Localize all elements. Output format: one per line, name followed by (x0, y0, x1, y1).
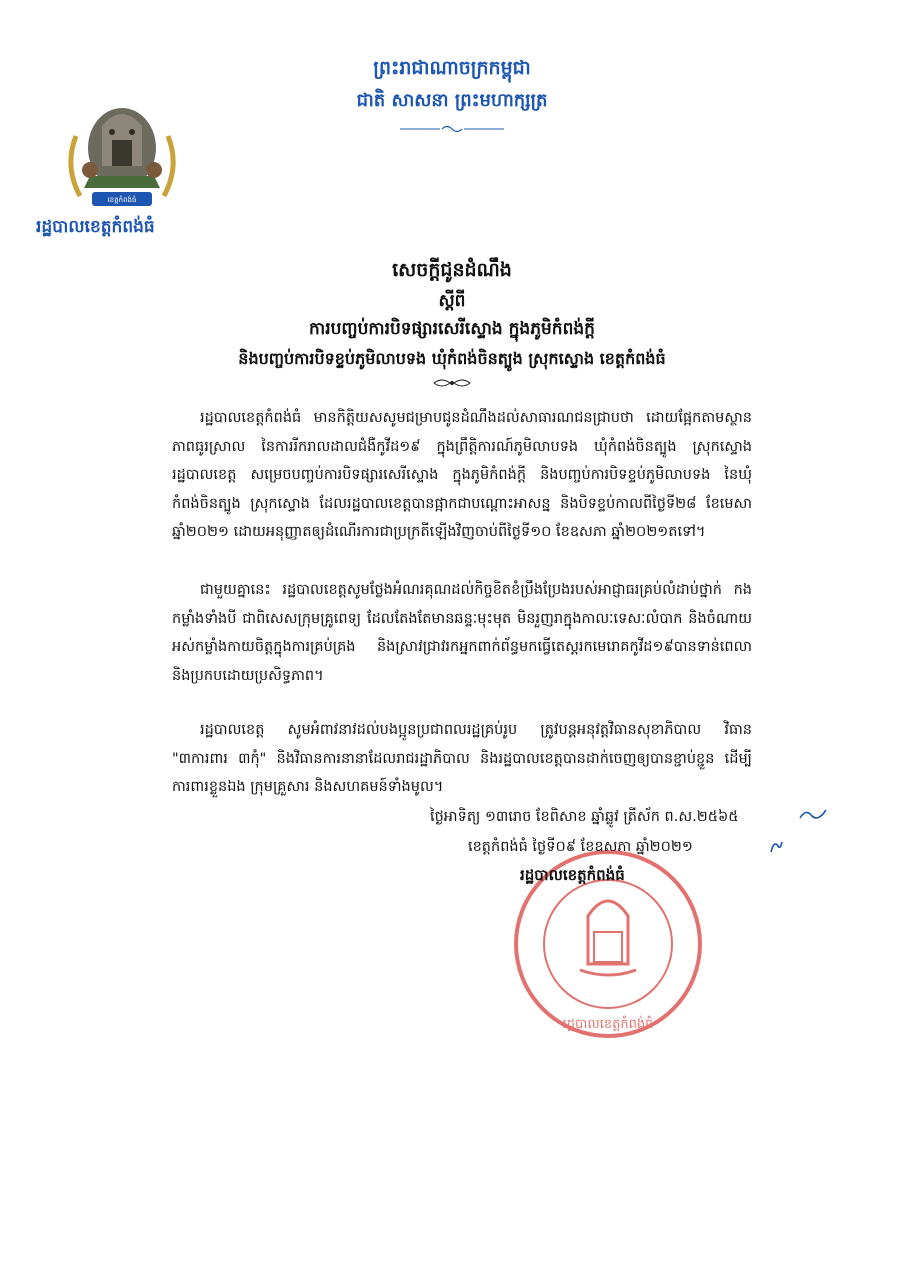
handwritten-mark (798, 806, 828, 824)
handwritten-mark-2 (768, 838, 784, 856)
document-title: សេចក្តីជូនដំណឹង (392, 259, 512, 281)
lunar-date: ថ្ងៃអាទិត្យ ១៣រោច ខែពិសាខ ឆ្នាំឆ្លូវ ត្រីស័ក ព.ស.២៥៦៥ (430, 809, 739, 825)
subject-line-1: ការបញ្ចប់ការបិទផ្សារសេរីស្ទោង ក្នុងភូមិកំពង់ក្តី (309, 319, 595, 339)
header-divider (400, 124, 504, 134)
title-ornament (430, 376, 474, 390)
paragraph-3-text: រដ្ឋបាលខេត្ត សូមអំពាវនាវដល់បងប្អូនប្រជាពលរដ្ឋគ្រប់រូប ត្រូវបន្តអនុវត្តវិធានសុខាភិបាល វិធាន "៣ការពារ ៣កុំ" និងវិធានការនានាដែលរាជរដ្ឋាភិបាល និងរដ្ឋបាលខេត្តបានដាក់ចេញឲ្យបានខ្ជាប់ខ្ជួន ដើម្បីការពារខ្លួនឯង ក្រុមគ្រួសារ និងសហគមន៍ទាំងមូល។ (172, 722, 752, 795)
national-motto: ជាតិ សាសនា ព្រះមហាក្សត្រ (356, 90, 548, 111)
province-logo-emblem (62, 96, 182, 214)
paragraph-1 (172, 404, 752, 547)
subject-line-2: និងបញ្ចប់ការបិទខ្ទប់ភូមិលាបទង ឃុំកំពង់ចិនត្បូង ស្រុកស្ទោង ខេត្តកំពង់ធំ (238, 349, 666, 368)
paragraph-2 (172, 576, 752, 690)
solar-date: ខេត្តកំពង់ធំ ថ្ងៃទី០៩ ខែឧសភា ឆ្នាំ២០២១ (468, 839, 693, 855)
paragraph-3 (172, 716, 752, 802)
kingdom-heading: ព្រះរាជាណាចក្រកម្ពុជា (373, 57, 531, 79)
logo-caption: ខេត្តកំពង់ធំ (107, 196, 137, 204)
organization-name: រដ្ឋបាលខេត្តកំពង់ធំ (36, 217, 155, 237)
title-about: ស្តីពី (438, 291, 466, 311)
signatory-office: រដ្ឋបាលខេត្តកំពង់ធំ (520, 866, 625, 884)
paragraph-2-text: ជាមួយគ្នានេះ រដ្ឋបាលខេត្តសូមថ្លែងអំណរគុណដល់កិច្ចខិតខំប្រឹងប្រែងរបស់អាជ្ញាធរគ្រប់លំដាប់ថ្នាក់ កងកម្លាំងទាំងបី ជាពិសេសក្រុមគ្រូពេទ្យ ដែលតែងតែមានឆន្ទៈមុះមុត មិនរួញរាក្នុងកាលៈទេសៈលំបាក និងចំណាយអស់កម្លាំងកាយចិត្តក្នុងការគ្រប់គ្រង និងស្រាវជ្រាវរកអ្នកពាក់ព័ន្ធមកធ្វើតេស្តរកមេរោគកូវីដ១៩បានទាន់ពេលា និងប្រកបដោយប្រសិទ្ធភាព។ (172, 582, 752, 684)
paragraph-1-text: រដ្ឋបាលខេត្តកំពង់ធំ មានកិត្តិយសសូមជម្រាបជូនដំណឹងដល់សាធារណជនជ្រាបថា ដោយផ្អែកតាមស្ថានភាពធូរស្រាល នៃការរីករាលដាលជំងឺកូវីដ១៩ ក្នុងព្រឹត្តិការណ៍ភូមិលាបទង ឃុំកំពង់ចិនត្បូង ស្រុកស្ទោង រដ្ឋបាលខេត្ត សម្រេចបញ្ចប់ការបិទផ្សារសេរីស្ទោង ក្នុងភូមិកំពង់ក្តី និងបញ្ចប់ការបិទខ្ទប់ភូមិលាបទង នៃឃុំកំពង់ចិនត្បូង ស្រុកស្ទោង ដែលរដ្ឋបាលខេត្តបានផ្អាកជាបណ្តោះអាសន្ន និងបិទខ្ទប់កាលពីថ្ងៃទី២៨ ខែមេសា ឆ្នាំ២០២១ ដោយអនុញ្ញាតឲ្យដំណើរការជាប្រក្រតីឡើងវិញចាប់ពីថ្ងៃទី១០ ខែឧសភា ឆ្នាំ២០២១តទៅ។ (172, 410, 752, 540)
seal-text: រដ្ឋបាលខេត្តកំពង់ធំ (562, 1017, 654, 1032)
